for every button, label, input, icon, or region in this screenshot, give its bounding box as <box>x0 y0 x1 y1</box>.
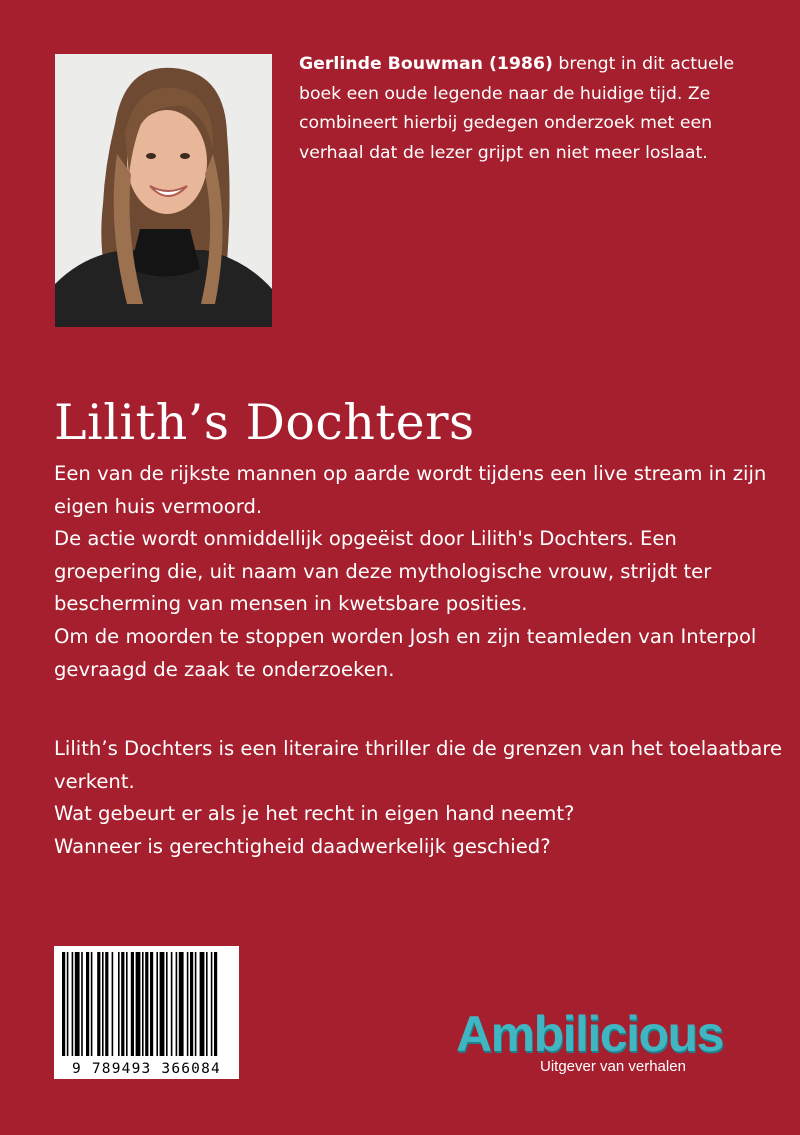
blurb-paragraph: Lilith’s Dochters is een literaire thriller die de grenzen van het toelaatbare verkent. <box>54 737 783 793</box>
blurb-section-1 <box>54 458 784 686</box>
book-title: Lilith’s Dochters <box>54 394 475 451</box>
barcode-bar <box>142 952 144 1056</box>
barcode-bar <box>206 952 208 1056</box>
barcode-bar <box>211 952 213 1056</box>
barcode-bar <box>179 952 184 1056</box>
barcode-bar <box>156 952 158 1056</box>
barcode-bar <box>190 952 193 1056</box>
author-portrait-image <box>55 54 272 327</box>
blurb-section-2 <box>54 733 784 863</box>
author-photo <box>55 54 272 327</box>
barcode-bar <box>187 952 189 1056</box>
barcode-bar <box>145 952 148 1056</box>
author-bio-text: brengt in dit actuele boek een oude legende naar de huidige tijd. Ze combineert hierbij gedegen onderzoek met een verhaal dat de lezer grijpt en niet meer loslaat. <box>299 54 735 163</box>
publisher-name: Ambilicious <box>456 1006 723 1062</box>
barcode-bar <box>118 952 120 1056</box>
barcode-bar <box>160 952 165 1056</box>
author-name: Gerlinde Bouwman (1986) <box>299 54 553 74</box>
barcode-bar <box>166 952 168 1056</box>
publisher-tagline: Uitgever van verhalen <box>540 1058 686 1075</box>
author-bio <box>299 50 769 168</box>
barcode-bar <box>200 952 205 1056</box>
blurb-paragraph: Om de moorden te stoppen worden Josh en zijn teamleden van Interpol gevraagd de zaak te onderzoeken. <box>54 624 757 681</box>
barcode-bar <box>86 952 89 1056</box>
barcode-bar <box>102 952 104 1056</box>
barcode-bar <box>176 952 178 1056</box>
barcode-bar <box>91 952 93 1056</box>
barcode-bar <box>121 952 124 1056</box>
barcode-bar <box>131 952 134 1056</box>
barcode-bar <box>105 952 108 1056</box>
barcode-bar <box>214 952 217 1056</box>
barcode-bar <box>136 952 141 1056</box>
barcode-bars <box>54 946 239 1058</box>
blurb-paragraph: Een van de rijkste mannen op aarde wordt tijdens een live stream in zijn eigen huis vermoord. <box>54 462 767 518</box>
barcode-bar <box>75 952 80 1056</box>
barcode-bar <box>150 952 153 1056</box>
barcode-bar <box>72 952 74 1056</box>
barcode-bar <box>67 952 69 1056</box>
blurb-paragraph: Wat gebeurt er als je het recht in eigen hand neemt? <box>54 802 575 826</box>
barcode-bar <box>112 952 114 1056</box>
blurb-paragraph: Wanneer is gerechtigheid daadwerkelijk geschied? <box>54 834 551 858</box>
isbn-barcode <box>54 946 239 1079</box>
barcode-bar <box>62 952 65 1056</box>
barcode-bar <box>195 952 197 1056</box>
publisher-logo <box>456 1008 756 1075</box>
barcode-bar <box>97 952 100 1056</box>
blurb-paragraph: De actie wordt onmiddellijk opgeëist door Lilith's Dochters. Een groepering die, uit naam van deze mythologische vrouw, strijdt ter bescherming van mensen in kwetsbare posities. <box>54 527 712 616</box>
barcode-bar <box>171 952 173 1056</box>
barcode-bar <box>81 952 83 1056</box>
barcode-bar <box>126 952 128 1056</box>
isbn-number: 9 789493 366084 <box>72 1061 221 1077</box>
